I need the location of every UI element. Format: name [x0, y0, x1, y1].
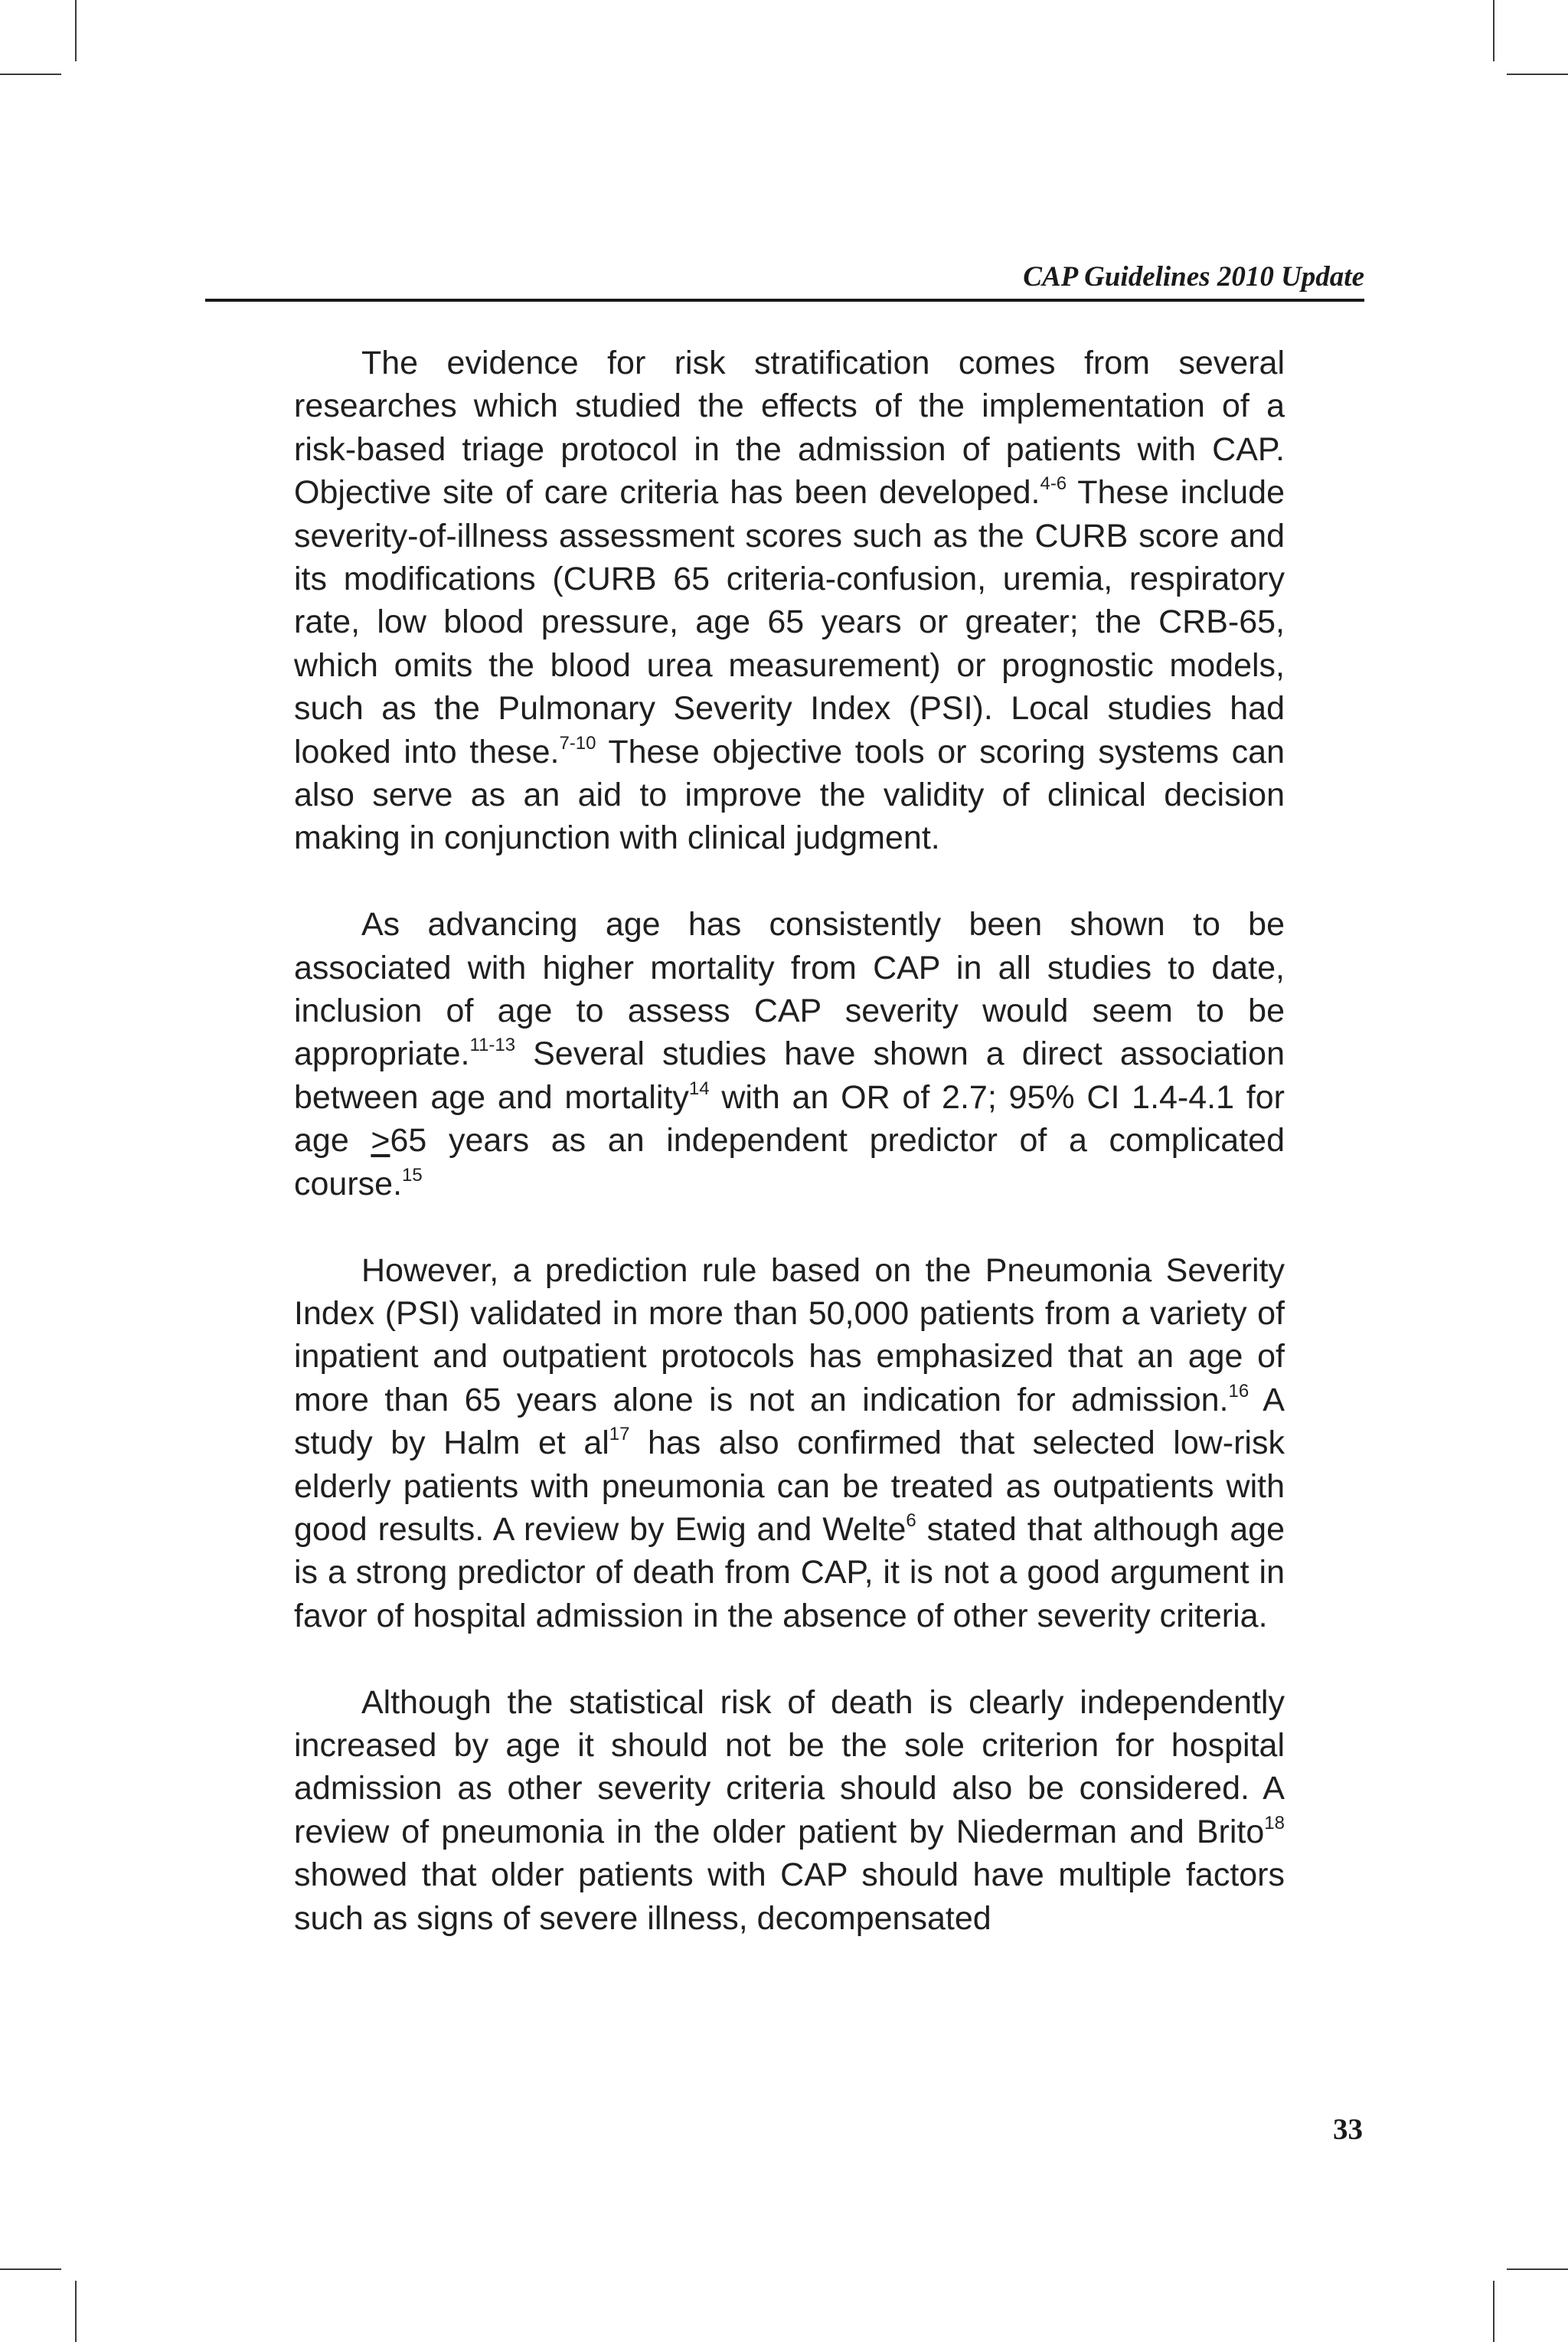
text-run: with an OR of 2.7; 95% CI 1.4-4.1 for age: [294, 1078, 1285, 1160]
crop-mark-top-left-vertical: [75, 0, 77, 61]
running-head: CAP Guidelines 2010 Update: [1023, 261, 1364, 293]
crop-mark-bottom-right-vertical: [1493, 2281, 1494, 2342]
crop-mark-bottom-left-vertical: [75, 2281, 77, 2342]
text-run: These objective tools or scoring systems can also serve as an aid to improve the validity of clinical decision making in conjunction with clinical judgment.: [294, 733, 1285, 857]
crop-mark-top-right-horizontal: [1507, 74, 1568, 75]
text-run: The evidence for risk stratification comes from several researches which studied the effects of the implementation of a risk-based triage protocol in the admission of patients with CAP. Objective site of care criteria has been developed.: [294, 345, 1285, 512]
citation-ref: 17: [609, 1424, 630, 1445]
citation-ref: 6: [906, 1510, 916, 1531]
paragraph-1: [294, 342, 1285, 860]
paragraph-4: [294, 1681, 1285, 1940]
header-rule: [205, 299, 1364, 302]
citation-ref: 4-6: [1040, 473, 1067, 495]
paragraph-2: [294, 903, 1285, 1205]
text-run: However, a prediction rule based on the Pneumonia Severity Index (PSI) validated in more than 50,000 patients from a variety of inpatient and outpatient protocols has emphasized that an age of more than 65 years alone is not an indication for admission.: [294, 1251, 1285, 1418]
text-run: A study by Halm et al: [294, 1381, 1285, 1462]
page-number: 33: [1333, 2113, 1363, 2146]
body-text: [294, 342, 1285, 1983]
text-run: Several studies have shown a direct association between age and mortality: [294, 1035, 1285, 1116]
crop-mark-top-right-vertical: [1493, 0, 1494, 61]
citation-ref: 18: [1264, 1812, 1285, 1833]
paragraph-3: [294, 1249, 1285, 1638]
text-run: As advancing age has consistently been shown to be associated with higher mortality from CAP in all studies to date, inclusion of age to assess CAP severity would seem to be appropriate.: [294, 906, 1285, 1073]
text-run: 65 years as an independent predictor of a complicated course.: [294, 1122, 1285, 1202]
citation-ref: 7-10: [559, 732, 596, 754]
crop-mark-top-left-horizontal: [0, 74, 61, 75]
citation-ref: 14: [688, 1078, 710, 1099]
text-run: showed that older patients with CAP should have multiple factors such as signs of severe illness, decompensated: [294, 1856, 1285, 1937]
crop-mark-bottom-right-horizontal: [1507, 2268, 1568, 2270]
text-run: Although the statistical risk of death is clearly independently increased by age it should not be the sole criterion for hospital admission as other severity criteria should also be considered. A review of pneumonia in the older patient by Niederman and Brito: [294, 1683, 1285, 1850]
text-run: These include severity-of-illness assessment scores such as the CURB score and its modifications (CURB 65 criteria-confusion, uremia, respiratory rate, low blood pressure, age 65 years or greater; the CRB-65, which omits the blood urea measurement) or prognostic models, such as the Pulmonary Severity Index (PSI). Local studies had looked into these.: [294, 474, 1285, 770]
citation-ref: 16: [1228, 1380, 1250, 1402]
crop-mark-bottom-left-horizontal: [0, 2268, 61, 2270]
text-run: stated that although age is a strong predictor of death from CAP, it is not a good argument in favor of hospital admission in the absence of other severity criteria.: [294, 1510, 1285, 1634]
citation-ref: 15: [402, 1164, 423, 1186]
text-run: has also confirmed that selected low-risk elderly patients with pneumonia can be treated as outpatients with good results. A review by Ewig and Welte: [294, 1424, 1285, 1548]
greater-or-equal-symbol: >: [371, 1122, 390, 1160]
citation-ref: 11-13: [469, 1035, 516, 1056]
